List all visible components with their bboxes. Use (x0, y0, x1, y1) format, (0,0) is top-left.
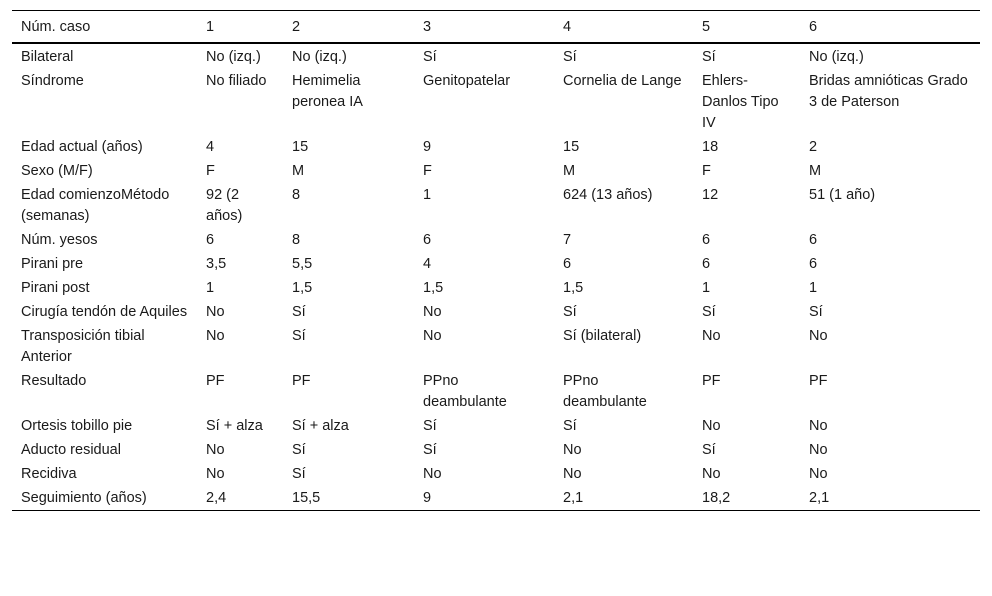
header-case-5: 5 (702, 19, 711, 35)
table-cell: No (izq.) (206, 49, 261, 65)
row-label: Seguimiento (años) (21, 490, 147, 506)
table-row (12, 462, 980, 486)
table-cell: Sí (563, 304, 577, 320)
table-cell: F (206, 163, 215, 179)
table-cell: Sí (292, 304, 306, 320)
table-cell: No (izq.) (292, 49, 347, 65)
table-cell: Sí (563, 418, 577, 434)
table-row (12, 43, 980, 69)
row-label: Cirugía tendón de Aquiles (21, 304, 188, 320)
table-cell: No (563, 466, 582, 482)
table-cell: 1 (702, 280, 711, 296)
table-cell: 1 (206, 280, 215, 296)
table-cell: Genitopatelar (423, 73, 511, 89)
table-cell: No (563, 442, 582, 458)
table-cell: Sí + alza (206, 418, 263, 434)
table-cell: 1 (809, 280, 818, 296)
table-cell: 8 (292, 232, 301, 248)
table-cell: Sí (702, 442, 716, 458)
table-cell: No (423, 304, 442, 320)
table-cell: 1,5 (563, 280, 584, 296)
table-cell: 7 (563, 232, 572, 248)
table-cell: No (izq.) (809, 49, 864, 65)
table-cell: 6 (702, 232, 711, 248)
table-row (12, 438, 980, 462)
table-cell: 624 (13 años) (563, 187, 653, 203)
table-cell: PPno deambulante (563, 373, 647, 410)
table-cell: 1 (423, 187, 432, 203)
table-row (12, 159, 980, 183)
table-cell: 18 (702, 139, 719, 155)
table-cell: 2 (809, 139, 818, 155)
table-cell: 12 (702, 187, 719, 203)
table-cell: No (423, 466, 442, 482)
row-label: Edad comienzoMétodo (semanas) (21, 187, 170, 224)
row-label: Sexo (M/F) (21, 163, 93, 179)
header-case-3: 3 (423, 19, 432, 35)
table-cell: No filiado (206, 73, 267, 89)
table-cell: 1,5 (423, 280, 444, 296)
table-cell: Sí (292, 466, 306, 482)
row-label: Núm. yesos (21, 232, 98, 248)
table-cell: 18,2 (702, 490, 731, 506)
table-cell: Sí (809, 304, 823, 320)
table-cell: Sí (423, 418, 437, 434)
row-label: Pirani pre (21, 256, 84, 272)
table-cell: 2,1 (809, 490, 830, 506)
table-cell: No (809, 328, 828, 344)
table-cell: Bridas amnióticas Grado 3 de Paterson (809, 73, 968, 110)
table-row (12, 300, 980, 324)
table-cell: No (206, 304, 225, 320)
table-cell: 6 (206, 232, 215, 248)
table-row (12, 183, 980, 228)
table-cell: Sí (423, 442, 437, 458)
table-row (12, 228, 980, 252)
table-cell: 5,5 (292, 256, 313, 272)
table-cell: 15 (292, 139, 309, 155)
table-cell: Hemimelia peronea IA (292, 73, 363, 110)
table-cell: 51 (1 año) (809, 187, 876, 203)
table-cell: No (809, 466, 828, 482)
clinical-cases-table (12, 10, 980, 511)
row-label: Ortesis tobillo pie (21, 418, 133, 434)
header-case-2: 2 (292, 19, 301, 35)
table-cell: 6 (809, 232, 818, 248)
table-body (12, 43, 980, 511)
table-cell: 15 (563, 139, 580, 155)
table-cell: 15,5 (292, 490, 321, 506)
table-cell: 3,5 (206, 256, 227, 272)
table-cell: No (423, 328, 442, 344)
table-cell: PF (809, 373, 828, 389)
table-cell: 4 (423, 256, 432, 272)
table-cell: No (206, 328, 225, 344)
table-row (12, 486, 980, 511)
table-cell: 9 (423, 490, 432, 506)
table-cell: Sí (bilateral) (563, 328, 642, 344)
row-label: Recidiva (21, 466, 77, 482)
table-cell: Cornelia de Lange (563, 73, 682, 89)
table-cell: 6 (809, 256, 818, 272)
table-cell: 4 (206, 139, 215, 155)
table-cell: 6 (423, 232, 432, 248)
table-cell: 2,4 (206, 490, 227, 506)
table-cell: No (809, 442, 828, 458)
header-case-6: 6 (809, 19, 818, 35)
table-row (12, 324, 980, 369)
table-cell: No (702, 466, 721, 482)
table-row (12, 135, 980, 159)
table-cell: 2,1 (563, 490, 584, 506)
table-cell: Sí (292, 442, 306, 458)
table-row (12, 414, 980, 438)
header-case-label: Núm. caso (21, 19, 91, 35)
table-cell: Sí (292, 328, 306, 344)
table-cell: Sí (423, 49, 437, 65)
header-case-4: 4 (563, 19, 572, 35)
header-row (12, 11, 980, 44)
clinical-cases-table-container (12, 10, 980, 511)
table-cell: M (292, 163, 305, 179)
table-cell: PF (292, 373, 311, 389)
table-cell: No (702, 418, 721, 434)
table-cell: 6 (563, 256, 572, 272)
table-row (12, 369, 980, 414)
row-label: Bilateral (21, 49, 74, 65)
table-cell: Ehlers-Danlos Tipo IV (702, 73, 779, 131)
row-label: Aducto residual (21, 442, 121, 458)
row-label: Resultado (21, 373, 87, 389)
table-cell: No (809, 418, 828, 434)
table-cell: Sí (702, 49, 716, 65)
table-cell: Sí (702, 304, 716, 320)
table-cell: Sí (563, 49, 577, 65)
table-cell: M (563, 163, 576, 179)
table-cell: Sí + alza (292, 418, 349, 434)
row-label: Edad actual (años) (21, 139, 143, 155)
table-cell: 9 (423, 139, 432, 155)
table-row (12, 69, 980, 135)
table-cell: 1,5 (292, 280, 313, 296)
table-row (12, 252, 980, 276)
table-cell: PF (702, 373, 721, 389)
table-cell: No (206, 466, 225, 482)
table-cell: PPno deambulante (423, 373, 507, 410)
table-cell: F (423, 163, 432, 179)
row-label: Transposición tibial Anterior (21, 328, 145, 365)
row-label: Pirani post (21, 280, 90, 296)
table-cell: F (702, 163, 711, 179)
table-row (12, 276, 980, 300)
table-cell: 92 (2 años) (206, 187, 243, 224)
row-label: Síndrome (21, 73, 84, 89)
table-header (12, 11, 980, 44)
table-cell: 6 (702, 256, 711, 272)
table-cell: 8 (292, 187, 301, 203)
table-cell: M (809, 163, 822, 179)
table-cell: PF (206, 373, 225, 389)
header-case-1: 1 (206, 19, 215, 35)
table-cell: No (702, 328, 721, 344)
table-cell: No (206, 442, 225, 458)
